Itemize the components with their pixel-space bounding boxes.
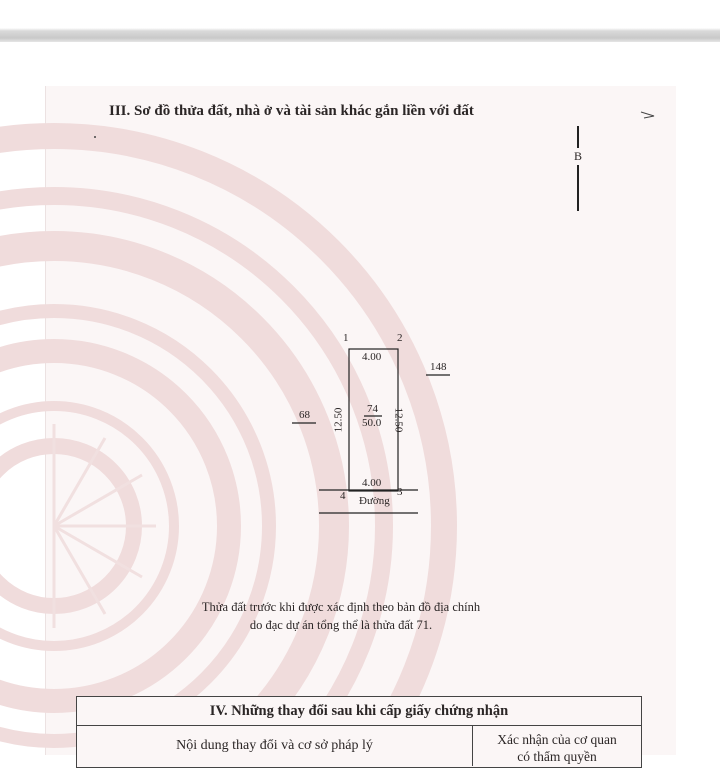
- certificate-page: [45, 86, 676, 764]
- corner-label-4: 4: [340, 490, 346, 502]
- confirmation-line-1: Xác nhận của cơ quan: [497, 732, 617, 747]
- corner-label-1: 1: [343, 332, 349, 344]
- parcel-area: 50.0: [362, 417, 382, 429]
- changes-table: [76, 696, 642, 768]
- column-header-confirmation: [473, 726, 641, 765]
- section-heading: III. Sơ đồ thửa đất, nhà ở và tài sản khác gắn liền với đất: [109, 103, 474, 119]
- neighbor-parcel-left: 68: [299, 409, 310, 421]
- bottom-edge-length: 4.00: [362, 477, 382, 489]
- parcel-note-line-2: do đạc dự án tổng thể là thửa đất 71.: [249, 618, 433, 632]
- confirmation-line-2: có thẩm quyền: [517, 749, 597, 764]
- land-plot-diagram: [46, 86, 676, 755]
- changes-table-title: IV. Những thay đổi sau khi cấp giấy chứng nhận: [77, 697, 641, 726]
- corner-label-3: 3: [397, 486, 403, 498]
- road-label: Đường: [359, 495, 390, 507]
- browser-top-bar: [0, 0, 720, 42]
- left-edge-length: 12.50: [332, 407, 345, 433]
- neighbor-parcel-right: 148: [430, 361, 447, 373]
- right-edge-length: 12.50: [392, 407, 405, 433]
- north-label: B: [574, 149, 583, 163]
- parcel-note-line-1: Thửa đất trước khi được xác định theo bản đồ địa chính: [201, 600, 481, 614]
- parcel-note: [186, 598, 496, 634]
- corner-label-2: 2: [397, 332, 403, 344]
- parcel-number: 74: [367, 403, 378, 415]
- column-header-content: Nội dung thay đổi và cơ sở pháp lý: [77, 726, 473, 766]
- top-edge-length: 4.00: [362, 351, 382, 363]
